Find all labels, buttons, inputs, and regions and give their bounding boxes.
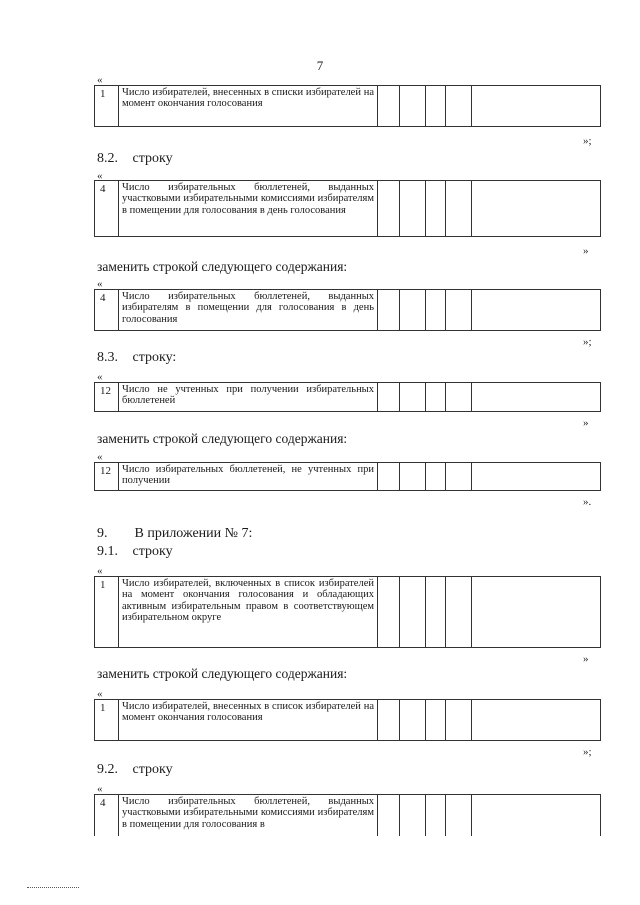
table-row xyxy=(94,462,601,491)
empty-cell xyxy=(426,463,446,490)
empty-cell xyxy=(472,463,600,490)
row-number: 1 xyxy=(95,86,119,126)
table-row xyxy=(94,85,601,127)
row-text: Число не учтенных при получении избирательных бюллетеней xyxy=(119,383,378,411)
empty-cell xyxy=(472,795,600,836)
open-quote: « xyxy=(97,783,103,795)
row-text: Число избирательных бюллетеней, выданных участковыми избирательными комиссиями избирателям в помещении для голосования в xyxy=(119,795,378,836)
empty-cell xyxy=(378,290,400,330)
open-quote: « xyxy=(97,74,103,86)
row-text: Число избирательных бюллетеней, выданных избирателям в помещении для голосования в день голосования xyxy=(119,290,378,330)
open-quote: « xyxy=(97,688,103,700)
empty-cell xyxy=(426,383,446,411)
empty-cell xyxy=(426,86,446,126)
close-quote: » xyxy=(583,417,589,429)
close-quote: » xyxy=(583,245,589,257)
row-number: 4 xyxy=(95,181,119,236)
table-row xyxy=(94,699,601,741)
empty-cell xyxy=(472,181,600,236)
table-row xyxy=(94,794,601,836)
empty-cell xyxy=(446,86,472,126)
heading-8-2: 8.2. строку xyxy=(97,151,173,166)
empty-cell xyxy=(378,795,400,836)
close-quote: ». xyxy=(583,496,592,508)
row-number: 12 xyxy=(95,383,119,411)
row-text: Число избирательных бюллетеней, не учтенных при получении xyxy=(119,463,378,490)
table-row xyxy=(94,382,601,412)
empty-cell xyxy=(446,795,472,836)
table-row xyxy=(94,289,601,331)
empty-cell xyxy=(378,383,400,411)
open-quote: « xyxy=(97,565,103,577)
row-number: 4 xyxy=(95,795,119,836)
empty-cell xyxy=(378,463,400,490)
empty-cell xyxy=(426,290,446,330)
empty-cell xyxy=(472,577,600,647)
open-quote: « xyxy=(97,170,103,182)
empty-cell xyxy=(400,383,426,411)
empty-cell xyxy=(472,383,600,411)
close-quote: »; xyxy=(583,336,592,348)
empty-cell xyxy=(472,290,600,330)
row-text: Число избирателей, внесенных в список избирателей на момент окончания голосования xyxy=(119,700,378,740)
scan-mark xyxy=(27,887,79,888)
row-number: 1 xyxy=(95,700,119,740)
empty-cell xyxy=(472,700,600,740)
row-number: 4 xyxy=(95,290,119,330)
close-quote: »; xyxy=(583,746,592,758)
empty-cell xyxy=(426,577,446,647)
empty-cell xyxy=(400,795,426,836)
empty-cell xyxy=(400,700,426,740)
row-text: Число избирателей, включенных в список избирателей на момент окончания голосования и обладающих активным избирательным правом в соответствующем избирательном округе xyxy=(119,577,378,647)
replace-heading: заменить строкой следующего содержания: xyxy=(97,259,348,274)
empty-cell xyxy=(400,181,426,236)
empty-cell xyxy=(400,463,426,490)
open-quote: « xyxy=(97,451,103,463)
open-quote: « xyxy=(97,278,103,290)
empty-cell xyxy=(446,700,472,740)
empty-cell xyxy=(446,181,472,236)
empty-cell xyxy=(426,700,446,740)
empty-cell xyxy=(400,86,426,126)
row-number: 12 xyxy=(95,463,119,490)
empty-cell xyxy=(378,86,400,126)
heading-8-3: 8.3. строку: xyxy=(97,350,177,365)
table-row xyxy=(94,576,601,648)
empty-cell xyxy=(426,181,446,236)
empty-cell xyxy=(446,463,472,490)
empty-cell xyxy=(426,795,446,836)
replace-heading: заменить строкой следующего содержания: xyxy=(97,666,348,681)
empty-cell xyxy=(446,383,472,411)
empty-cell xyxy=(378,700,400,740)
row-text: Число избирателей, внесенных в списки избирателей на момент окончания голосования xyxy=(119,86,378,126)
heading-9-2: 9.2. строку xyxy=(97,762,173,777)
heading-9: 9. В приложении № 7: xyxy=(97,526,253,541)
heading-9-1: 9.1. строку xyxy=(97,544,173,559)
open-quote: « xyxy=(97,371,103,383)
empty-cell xyxy=(400,290,426,330)
row-number: 1 xyxy=(95,577,119,647)
close-quote: » xyxy=(583,653,589,665)
empty-cell xyxy=(400,577,426,647)
empty-cell xyxy=(472,86,600,126)
empty-cell xyxy=(378,181,400,236)
empty-cell xyxy=(446,577,472,647)
replace-heading: заменить строкой следующего содержания: xyxy=(97,431,348,446)
row-text: Число избирательных бюллетеней, выданных участковыми избирательными комиссиями избирателям в помещении для голосования в день голосования xyxy=(119,181,378,236)
table-row xyxy=(94,180,601,237)
empty-cell xyxy=(446,290,472,330)
close-quote: »; xyxy=(583,135,592,147)
page-number: 7 xyxy=(316,58,324,73)
empty-cell xyxy=(378,577,400,647)
